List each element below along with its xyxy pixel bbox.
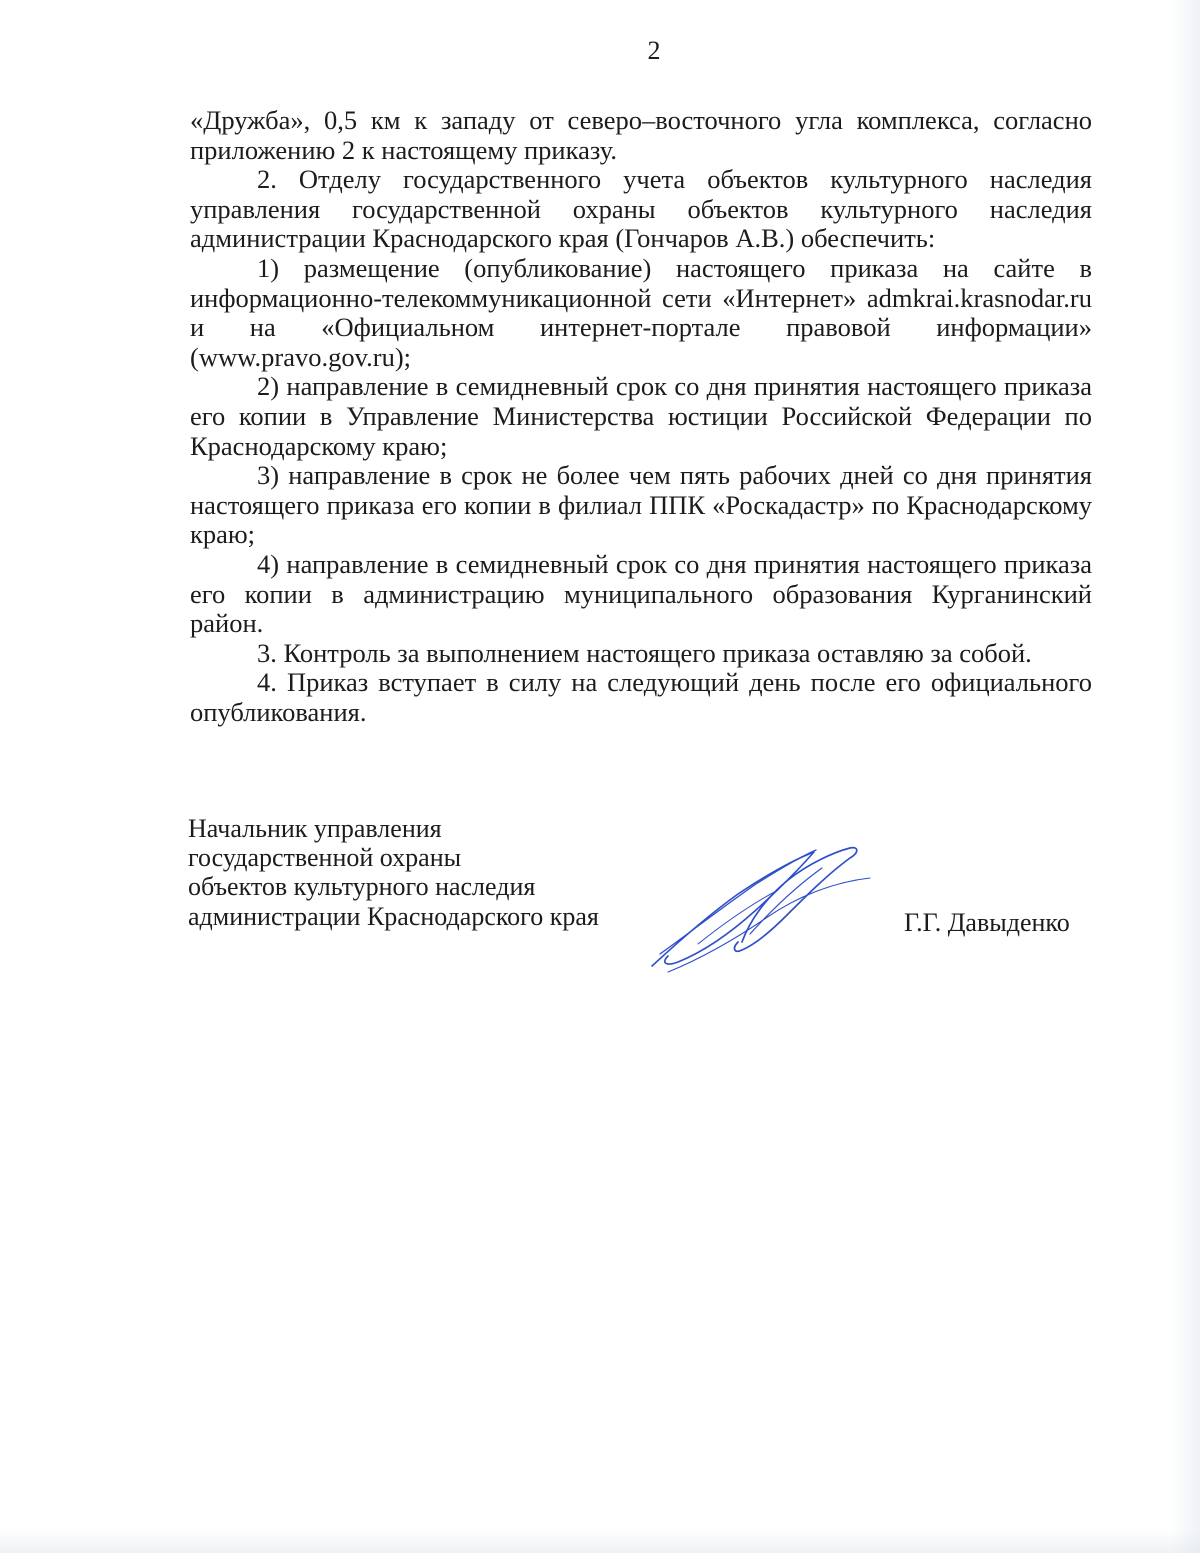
paragraph-subitem-4: 4) направление в семидневный срок со дня принятия настоящего приказа его копии в администрацию муниципального образования Курганинский район.: [190, 548, 1092, 639]
handwritten-signature: [638, 844, 878, 974]
paragraph-continuation: «Дружба», 0,5 км к западу от северо–восточного угла комплекса, согласно приложению 2 к настоящему приказу.: [190, 105, 1092, 165]
signer-position-line: Начальник управления: [188, 814, 442, 843]
paragraph-item-4: 4. Приказ вступает в силу на следующий день после его официального опубликования.: [190, 667, 1092, 727]
scan-shadow-right: [1170, 0, 1200, 1553]
signer-position: [188, 814, 599, 931]
paragraph-item-2: 2. Отделу государственного учета объектов культурного наследия управления государственной охраны объектов культурного наследия администрации Краснодарского края (Гончаров А.В.) обеспечить:: [190, 164, 1092, 254]
signer-position-line: объектов культурного наследия: [188, 872, 536, 902]
document-body: [190, 106, 1092, 727]
signer-position-line: государственной охраны: [188, 843, 462, 873]
page-number: 2: [647, 36, 661, 65]
paragraph-item-3: 3. Контроль за выполнением настоящего приказа оставляю за собой.: [257, 637, 1032, 668]
paragraph-subitem-2: 2) направление в семидневный срок со дня принятия настоящего приказа его копии в Управление Министерства юстиции Российской Федерации по Краснодарскому краю;: [190, 371, 1092, 461]
paragraph-subitem-1: 1) размещение (опубликование) настоящего приказа на сайте в информационно-телекоммуникационной сети «Интернет» admkrai.krasnodar.ru и на «Официальном интернет-портале правовой информации» (www.pravo.gov.ru);: [190, 252, 1092, 372]
paragraph-subitem-3: 3) направление в срок не более чем пять рабочих дней со дня принятия настоящего приказа его копии в филиал ППК «Роскадастр» по Краснодарскому краю;: [190, 460, 1092, 550]
signer-position-line: администрации Краснодарского края: [188, 901, 599, 931]
signer-name: Г.Г. Давыденко: [904, 908, 1070, 937]
signature-block: [188, 814, 1092, 984]
scan-shadow-bottom: [0, 1529, 1200, 1553]
